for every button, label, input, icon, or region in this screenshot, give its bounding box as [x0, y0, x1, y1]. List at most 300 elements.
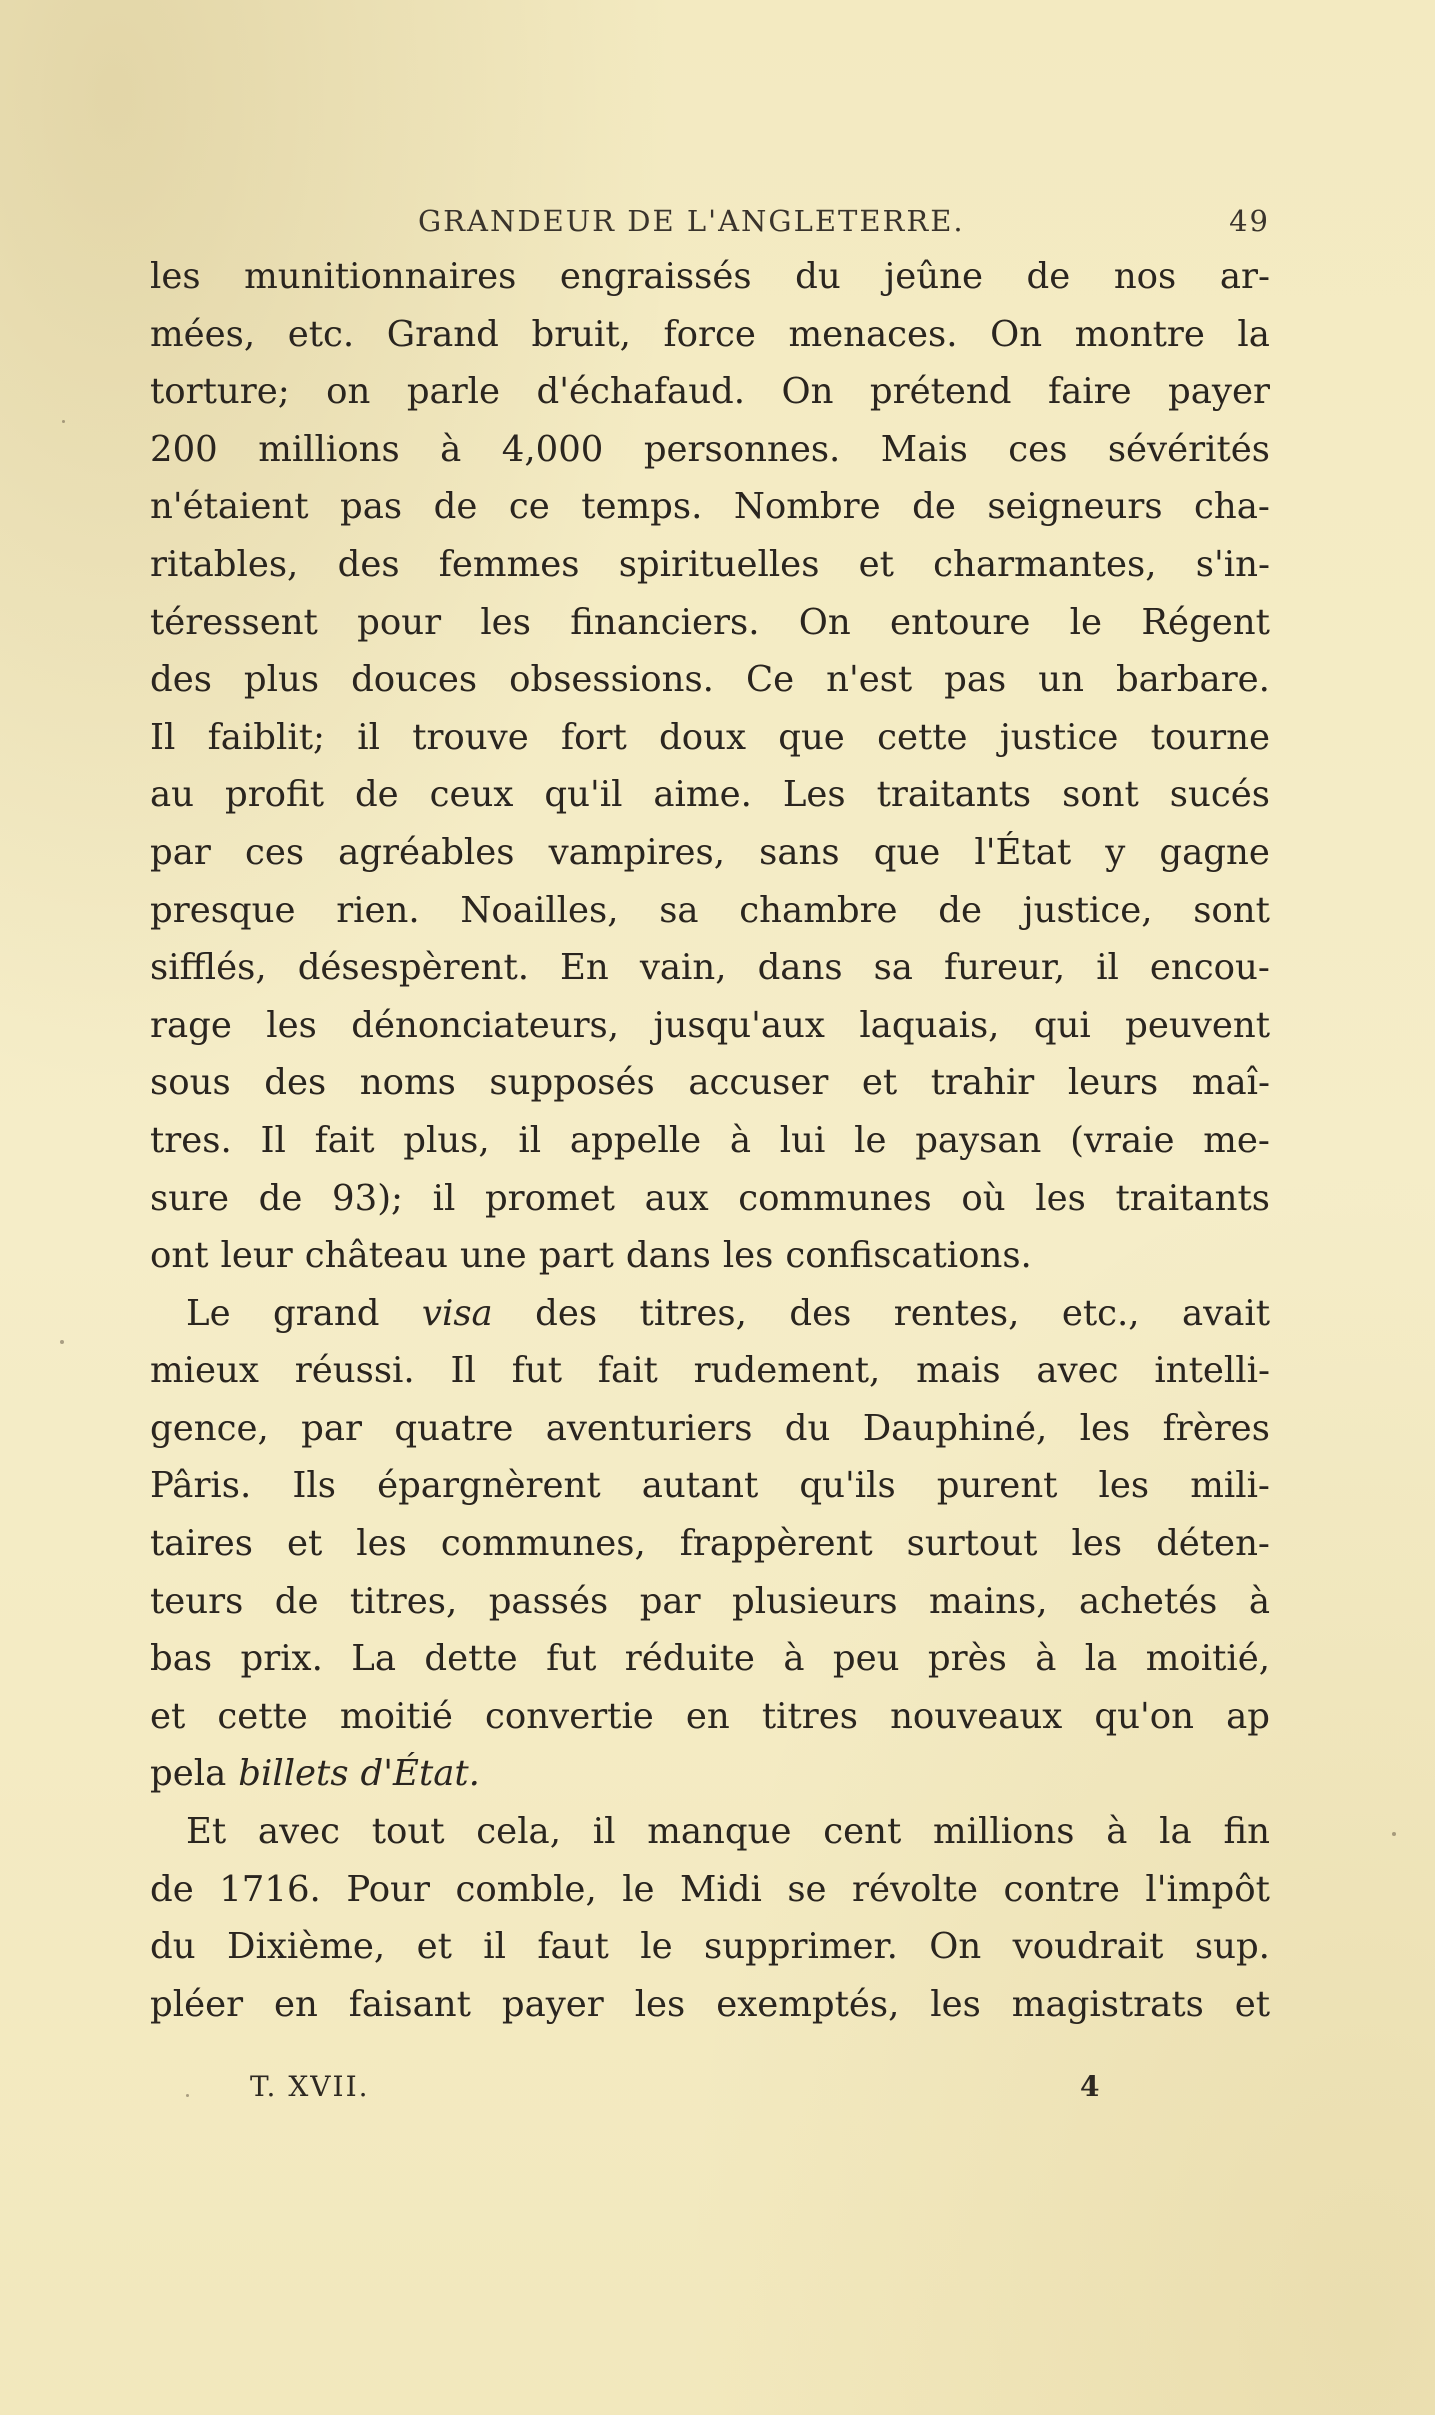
word: à	[1035, 1638, 1057, 1680]
word: faut	[537, 1926, 609, 1968]
word: justice	[999, 716, 1119, 758]
paper-speck	[62, 420, 65, 423]
word: fut	[511, 1350, 563, 1392]
word: exemptés,	[716, 1983, 900, 2025]
word: et	[150, 1695, 186, 1737]
word: sévérités	[1107, 428, 1270, 470]
word: fait	[314, 1119, 375, 1161]
word: munitionnaires	[244, 256, 517, 297]
word: plusieurs	[731, 1580, 898, 1622]
word: Il	[450, 1350, 476, 1392]
word: manque	[647, 1811, 792, 1853]
signature-line	[150, 2070, 1270, 2110]
word: à	[729, 1119, 752, 1161]
word: les	[722, 1235, 774, 1277]
word: ces	[244, 831, 305, 873]
text-line	[150, 1227, 1270, 1285]
word: les	[356, 1523, 407, 1565]
word: téressent	[150, 601, 318, 643]
text-line	[150, 1918, 1270, 1976]
word: nos	[1113, 256, 1177, 297]
text-line	[150, 536, 1270, 594]
word: gence,	[150, 1407, 269, 1449]
word: obsessions.	[509, 659, 714, 701]
word: agréables	[338, 831, 515, 873]
word: tout	[371, 1811, 445, 1853]
word: tres.	[150, 1119, 232, 1161]
text-line	[150, 1054, 1270, 1112]
word: bas	[150, 1638, 213, 1680]
page-number: 49	[1229, 204, 1270, 238]
word: et	[861, 1062, 898, 1104]
word: révolte	[852, 1868, 979, 1910]
running-title: GRANDEUR DE L'ANGLETERRE.	[418, 204, 965, 238]
word: les	[930, 1983, 981, 2025]
word: convertie	[485, 1695, 654, 1737]
word: l'État	[974, 831, 1072, 873]
word: financiers.	[570, 601, 760, 643]
word: la	[1084, 1638, 1118, 1680]
word: se	[787, 1868, 827, 1910]
word: de	[258, 1177, 303, 1219]
word: cette	[877, 716, 968, 758]
word: château	[304, 1235, 448, 1277]
word: des	[337, 543, 400, 585]
word: l'impôt	[1145, 1868, 1270, 1910]
word: sont	[1062, 774, 1139, 816]
word: gagne	[1159, 831, 1270, 873]
word: qu'il	[544, 774, 623, 816]
word: dans	[625, 1235, 711, 1277]
word: Et	[186, 1811, 227, 1853]
word: il	[357, 716, 380, 758]
word: réduite	[624, 1638, 755, 1680]
word: laquais,	[859, 1004, 1000, 1046]
word: tourne	[1150, 716, 1270, 758]
word: confiscations.	[785, 1235, 1032, 1277]
word: du	[150, 1926, 196, 1968]
word: part	[538, 1235, 614, 1277]
word: charmantes,	[933, 543, 1157, 585]
word: les	[1098, 1465, 1150, 1507]
word: force	[663, 313, 756, 355]
word: jeûne	[884, 256, 984, 297]
word: peu	[832, 1638, 900, 1680]
word: leurs	[1067, 1062, 1159, 1104]
body-text	[150, 248, 1270, 2033]
word: ar-	[1219, 256, 1270, 297]
word: entoure	[890, 601, 1031, 643]
word: profit	[224, 774, 324, 816]
word: moitié,	[1145, 1638, 1270, 1680]
word: noms	[359, 1062, 456, 1104]
word: de	[150, 1868, 194, 1910]
word: sa	[659, 889, 699, 931]
text-line	[150, 1861, 1270, 1919]
word: traitants	[876, 774, 1032, 816]
word: de	[354, 774, 399, 816]
paper-speck	[1392, 1832, 1396, 1836]
word: cette	[217, 1695, 308, 1737]
word: prétend	[869, 371, 1012, 413]
word: désespèrent.	[297, 947, 529, 989]
word: plus,	[403, 1119, 490, 1161]
word: moitié	[339, 1695, 453, 1737]
word: cela,	[476, 1811, 561, 1853]
word: fait	[597, 1350, 658, 1392]
word: les	[480, 601, 531, 643]
word: il	[432, 1177, 456, 1219]
word: avec	[1036, 1350, 1119, 1392]
word: 200	[150, 428, 218, 470]
word: s'in-	[1195, 543, 1270, 585]
word: le	[622, 1868, 655, 1910]
word: pour	[357, 601, 442, 643]
word: Grand	[386, 313, 499, 355]
word: Dauphiné,	[862, 1407, 1048, 1449]
word: à	[440, 428, 462, 470]
word: rien.	[336, 889, 420, 931]
word: femmes	[438, 543, 580, 585]
word: (vraie	[1070, 1119, 1175, 1161]
word: cha-	[1194, 486, 1270, 528]
word: doux	[658, 716, 746, 758]
word: menaces.	[788, 313, 958, 355]
word: engraissés	[559, 256, 752, 297]
word: rudement,	[693, 1350, 881, 1392]
text-line	[150, 1573, 1270, 1631]
word: faire	[1047, 371, 1132, 413]
word: trouve	[412, 716, 529, 758]
word: réussi.	[294, 1350, 415, 1392]
word: aime.	[653, 774, 752, 816]
text-line	[150, 1976, 1270, 2034]
italic-word: billets	[238, 1753, 349, 1795]
word: dette	[424, 1638, 518, 1680]
word: rage	[150, 1004, 232, 1046]
word: millions	[258, 428, 400, 470]
paper-speck	[186, 2094, 189, 2097]
word: pas	[944, 659, 1007, 701]
text-line	[150, 997, 1270, 1055]
word: épargnèrent	[377, 1465, 601, 1507]
italic-word: visa	[421, 1292, 493, 1334]
word: par	[150, 831, 211, 873]
word: maî-	[1191, 1062, 1270, 1104]
word: autant	[641, 1465, 759, 1507]
word: accuser	[688, 1062, 829, 1104]
word: Les	[782, 774, 846, 816]
word: des	[150, 659, 212, 701]
word: titres	[761, 1695, 858, 1737]
word: les	[150, 256, 201, 297]
word: ritables,	[150, 543, 299, 585]
word: il	[592, 1811, 616, 1853]
word: des	[535, 1292, 598, 1334]
word: etc.	[287, 313, 355, 355]
word: un	[1038, 659, 1084, 701]
word: bruit,	[531, 313, 631, 355]
text-line	[150, 478, 1270, 536]
word: vain,	[639, 947, 727, 989]
text-line	[150, 766, 1270, 824]
word: de	[938, 889, 982, 931]
word: Noailles,	[460, 889, 619, 931]
text-line	[150, 363, 1270, 421]
word: que	[873, 831, 941, 873]
word: leur	[220, 1235, 293, 1277]
word: mieux	[150, 1350, 259, 1392]
word: titres,	[349, 1580, 458, 1622]
word: mais	[916, 1350, 1001, 1392]
word: montre	[1074, 313, 1205, 355]
word: Régent	[1141, 601, 1270, 643]
word: le	[1069, 601, 1103, 643]
word: et	[1234, 1983, 1270, 2025]
word: achetés	[1078, 1580, 1218, 1622]
volume-signature: T. XVII.	[250, 2070, 370, 2103]
text-line	[150, 1285, 1270, 1343]
text-line	[150, 1803, 1270, 1861]
word: spirituelles	[618, 543, 820, 585]
word: teurs	[150, 1580, 244, 1622]
word: des	[789, 1292, 852, 1334]
word: 4,000	[501, 428, 604, 470]
word: supprimer.	[704, 1926, 898, 1968]
word: sure	[150, 1177, 230, 1219]
word: communes,	[440, 1523, 646, 1565]
word: sup.	[1194, 1926, 1270, 1968]
word: personnes.	[643, 428, 841, 470]
word: prix.	[240, 1638, 323, 1680]
word: On	[781, 371, 834, 413]
word: Midi	[680, 1868, 762, 1910]
word: aventuriers	[545, 1407, 753, 1449]
word: comble,	[455, 1868, 597, 1910]
text-line	[150, 1457, 1270, 1515]
word: traitants	[1115, 1177, 1270, 1219]
word: de	[912, 486, 956, 528]
word: Il	[260, 1119, 286, 1161]
word: seigneurs	[987, 486, 1163, 528]
word: chambre	[739, 889, 898, 931]
word: millions	[932, 1811, 1075, 1853]
word: cent	[823, 1811, 902, 1853]
word: On	[798, 601, 851, 643]
word: y	[1105, 831, 1126, 873]
word: que	[778, 716, 845, 758]
word: communes	[738, 1177, 932, 1219]
word: la	[1237, 313, 1270, 355]
word: plus	[243, 659, 320, 701]
word: mili-	[1190, 1465, 1270, 1507]
word: de	[1026, 256, 1071, 297]
word: mées,	[150, 313, 256, 355]
word: les	[1071, 1523, 1123, 1565]
text-line	[150, 1170, 1270, 1228]
word: une	[459, 1235, 527, 1277]
word: On	[929, 1926, 982, 1968]
word: contre	[1003, 1868, 1120, 1910]
word: supposés	[489, 1062, 655, 1104]
word: voudrait	[1012, 1926, 1164, 1968]
text-line	[150, 248, 1270, 306]
word: sous	[150, 1062, 231, 1104]
word: On	[990, 313, 1043, 355]
word: presque	[150, 889, 296, 931]
word: Ils	[292, 1465, 336, 1507]
word: des	[264, 1062, 327, 1104]
word: les	[1079, 1407, 1131, 1449]
word: le	[854, 1119, 887, 1161]
word: etc.,	[1061, 1292, 1140, 1334]
word: ceux	[429, 774, 514, 816]
word: frappèrent	[679, 1523, 873, 1565]
word: du	[795, 256, 841, 297]
word: il	[518, 1119, 542, 1161]
word: pléer	[150, 1983, 244, 2025]
word: trahir	[930, 1062, 1035, 1104]
word: ces	[1008, 428, 1068, 470]
word: on	[326, 371, 371, 413]
word: en	[273, 1983, 318, 2025]
word: aux	[644, 1177, 709, 1219]
word: parle	[406, 371, 501, 413]
word: dénonciateurs,	[351, 1004, 620, 1046]
word: paysan	[915, 1119, 1042, 1161]
text-line	[150, 824, 1270, 882]
word: dans	[757, 947, 843, 989]
word: sucés	[1169, 774, 1270, 816]
word: les	[1035, 1177, 1086, 1219]
word: Nombre	[733, 486, 881, 528]
text-line	[150, 709, 1270, 767]
word: 93);	[332, 1177, 403, 1219]
word: il	[1096, 947, 1119, 989]
word: douces	[351, 659, 478, 701]
word: au	[150, 774, 195, 816]
text-line	[150, 1515, 1270, 1573]
word: il	[483, 1926, 506, 1968]
word: payer	[501, 1983, 604, 2025]
word: ont	[150, 1235, 209, 1277]
word: frères	[1162, 1407, 1270, 1449]
word: Mais	[880, 428, 968, 470]
word: avec	[257, 1811, 341, 1853]
text-line	[150, 1688, 1270, 1746]
text-line	[150, 1112, 1270, 1170]
word: à	[783, 1638, 805, 1680]
word: passés	[488, 1580, 609, 1622]
text-line	[150, 1400, 1270, 1458]
word: n'est	[826, 659, 913, 701]
word: Il	[150, 716, 176, 758]
word: En	[560, 947, 609, 989]
word: appelle	[569, 1119, 702, 1161]
word: faisant	[348, 1983, 471, 2025]
word: rentes,	[893, 1292, 1020, 1334]
word: taires	[150, 1523, 253, 1565]
word: à	[1106, 1811, 1128, 1853]
sheet-signature: 4	[1080, 2070, 1102, 2103]
word: intelli-	[1154, 1350, 1270, 1392]
word: La	[351, 1638, 396, 1680]
text-line	[150, 306, 1270, 364]
word: pela	[150, 1753, 227, 1795]
text-line	[150, 882, 1270, 940]
word: 1716.	[219, 1868, 321, 1910]
word: purent	[936, 1465, 1058, 1507]
word: déten-	[1156, 1523, 1270, 1565]
word: et	[416, 1926, 452, 1968]
word: fureur,	[943, 947, 1066, 989]
word: sifflés,	[150, 947, 267, 989]
word: d'échafaud.	[536, 371, 746, 413]
word: fin	[1223, 1811, 1270, 1853]
word: par	[301, 1407, 362, 1449]
word: magistrats	[1011, 1983, 1204, 2025]
word: de	[433, 486, 478, 528]
word: n'étaient	[150, 486, 309, 528]
text-line	[150, 1745, 1270, 1803]
word: du	[784, 1407, 831, 1449]
word: titres,	[639, 1292, 747, 1334]
word: Le	[186, 1292, 231, 1334]
word: près	[927, 1638, 1007, 1680]
paper-speck	[60, 1340, 64, 1344]
word: les	[266, 1004, 317, 1046]
word: à	[1248, 1580, 1270, 1622]
word: qui	[1033, 1004, 1091, 1046]
word: encou-	[1149, 947, 1270, 989]
text-line	[150, 1342, 1270, 1400]
word: vampires,	[548, 831, 726, 873]
word: Pâris.	[150, 1465, 252, 1507]
word: le	[640, 1926, 673, 1968]
text-line	[150, 594, 1270, 652]
word: nouveaux	[890, 1695, 1063, 1737]
word: torture;	[150, 371, 290, 413]
word: peuvent	[1125, 1004, 1270, 1046]
italic-word: d'État.	[360, 1753, 480, 1795]
word: promet	[484, 1177, 615, 1219]
word: ce	[508, 486, 550, 528]
word: sans	[759, 831, 840, 873]
word: Pour	[346, 1868, 430, 1910]
word: barbare.	[1115, 659, 1270, 701]
word: et	[287, 1523, 323, 1565]
running-head	[150, 204, 1270, 244]
word: temps.	[581, 486, 703, 528]
word: mains,	[928, 1580, 1048, 1622]
word: de	[274, 1580, 319, 1622]
text-line	[150, 939, 1270, 997]
word: pas	[340, 486, 403, 528]
word: faiblit;	[207, 716, 325, 758]
word: surtout	[906, 1523, 1038, 1565]
word: qu'ils	[799, 1465, 896, 1507]
text-line	[150, 421, 1270, 479]
word: fort	[560, 716, 627, 758]
word: avait	[1181, 1292, 1270, 1334]
word: Ce	[745, 659, 795, 701]
word: ap	[1226, 1695, 1270, 1737]
word: où	[961, 1177, 1006, 1219]
word: grand	[273, 1292, 380, 1334]
word: lui	[779, 1119, 826, 1161]
word: sa	[873, 947, 913, 989]
word: en	[685, 1695, 730, 1737]
